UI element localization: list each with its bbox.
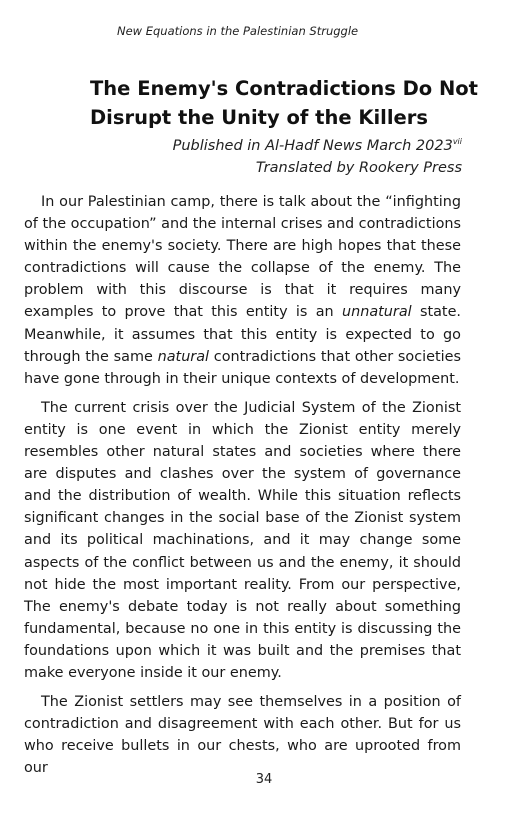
publication-text: Published in Al-Hadf News March 2023 xyxy=(172,138,453,154)
emphasis-natural: natural xyxy=(157,348,210,365)
footnote-marker: vii xyxy=(452,137,462,147)
article-body xyxy=(24,191,461,779)
publication-line xyxy=(173,138,462,154)
paragraph-2: The current crisis over the Judicial System of the Zionist entity is one event in which the Zionist entity merely resembles other natural states and societies where there are disputes and clashes over the system of governance and the distribution of wealth. While this situation reflects significant changes in the social base of the Zionist system and its political machinations, and it may change some aspects of the conflict between us and the enemy, it should not hide the most important reality. From our perspective, The enemy's debate today is not really about something fundamental, because no one in this entity is discussing the foundations upon which it was built and the premises that make everyone inside it our enemy. xyxy=(24,399,461,681)
paragraph-1 xyxy=(24,191,461,390)
running-header: New Equations in the Palestinian Struggle xyxy=(117,24,359,38)
page-number: 34 xyxy=(255,772,273,787)
paragraph-1-part-b: state. Meanwhile, it assumes that this entity is expected to go through the same xyxy=(24,304,461,365)
translation-line: Translated by Rookery Press xyxy=(255,160,462,176)
article-title: The Enemy's Contradictions Do Not Disrupt the Unity of the Killers xyxy=(90,77,479,129)
paragraph-1-part-a: In our Palestinian camp, there is talk about the “infighting of the occupation” and the internal crises and contradictions within the enemy's society. There are high hopes that these contradictions will cause the collapse of the enemy. The problem with this discourse is that it requires many examples to prove that this entity is an xyxy=(24,194,461,321)
paragraph-1-part-c: contradictions that other societies have gone through in their unique contexts of development. xyxy=(24,348,461,387)
emphasis-unnatural: unnatural xyxy=(341,304,412,321)
paragraph-3: The Zionist settlers may see themselves in a position of contradiction and disagreement with each other. But for us who receive bullets in our chests, who are uprooted from our xyxy=(24,694,461,777)
